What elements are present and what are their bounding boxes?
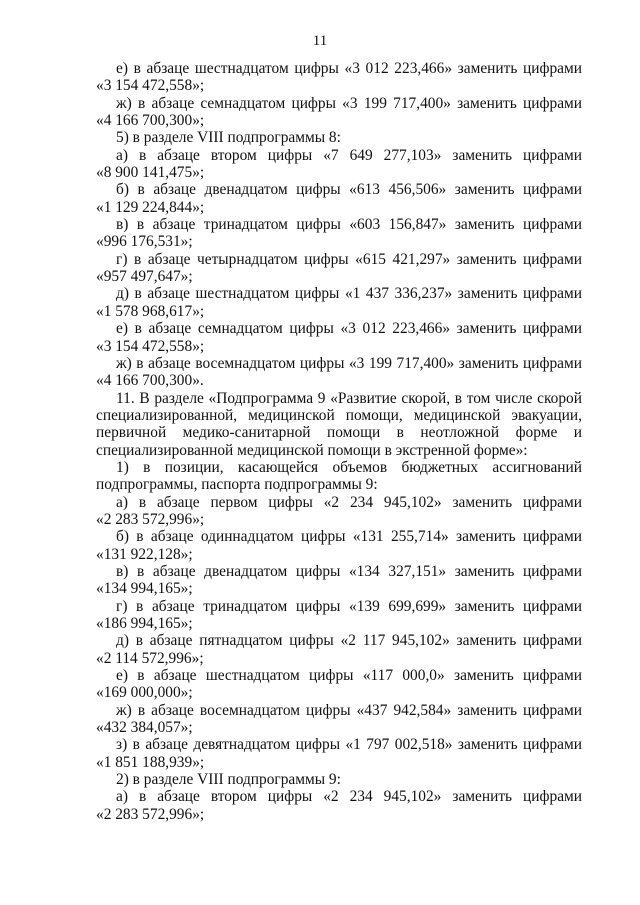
- text-line: «2 283 572,996»;: [96, 510, 205, 528]
- text-line: «957 497,647»;: [96, 268, 193, 286]
- text-line: «996 176,531»;: [96, 233, 193, 251]
- paragraph: [96, 771, 582, 788]
- paragraph: [96, 60, 582, 95]
- paragraph: [96, 320, 582, 355]
- text-line: «1 578 968,617»;: [96, 302, 205, 320]
- text-line: «2 114 572,996»;: [96, 649, 204, 667]
- paragraph: [96, 390, 582, 459]
- text-line: а) в абзаце первом цифры «2 234 945,102» заменить цифрами: [116, 493, 582, 511]
- text-line: в) в абзаце двенадцатом цифры «134 327,151» заменить цифрами: [116, 562, 582, 580]
- text-line: «1 129 224,844»;: [96, 198, 205, 216]
- text-line: «1 851 188,939»;: [96, 753, 205, 771]
- text-line: «169 000,000»;: [96, 684, 193, 702]
- text-line: з) в абзаце девятнадцатом цифры «1 797 002,518» заменить цифрами: [116, 736, 582, 754]
- text-line: б) в абзаце двенадцатом цифры «613 456,506» заменить цифрами: [116, 181, 582, 199]
- paragraph: [96, 788, 582, 823]
- document-body: [96, 60, 582, 823]
- text-line: первичной медико-санитарной помощи в неотложной форме и: [96, 424, 582, 442]
- text-line: «134 994,165»;: [96, 580, 193, 598]
- paragraph: [96, 563, 582, 598]
- text-line: «3 154 472,558»;: [96, 337, 205, 355]
- text-line: 1) в позиции, касающейся объемов бюджетных ассигнований: [116, 458, 582, 476]
- paragraph: [96, 702, 582, 737]
- text-line: б) в абзаце одиннадцатом цифры «131 255,714» заменить цифрами: [116, 528, 582, 546]
- paragraph: [96, 494, 582, 529]
- text-line: подпрограммы, паспорта подпрограммы 9:: [96, 476, 378, 494]
- page-number: 11: [312, 33, 328, 49]
- paragraph: [96, 459, 582, 494]
- text-line: 11. В разделе «Подпрограмма 9 «Развитие скорой, в том числе скорой: [116, 389, 582, 407]
- paragraph: [96, 528, 582, 563]
- text-line: «8 900 141,475»;: [96, 164, 205, 182]
- paragraph: [96, 181, 582, 216]
- text-line: специализированной медицинской помощи в экстренной форме»:: [96, 441, 528, 459]
- text-line: г) в абзаце четырнадцатом цифры «615 421,297» заменить цифрами: [116, 250, 582, 268]
- paragraph: [96, 129, 582, 146]
- text-line: а) в абзаце втором цифры «7 649 277,103» заменить цифрами: [116, 146, 582, 164]
- text-line: «2 283 572,996»;: [96, 805, 205, 823]
- text-line: е) в абзаце семнадцатом цифры «3 012 223,466» заменить цифрами: [116, 320, 582, 338]
- text-line: д) в абзаце шестнадцатом цифры «1 437 336,237» заменить цифрами: [116, 285, 582, 303]
- paragraph: [96, 251, 582, 286]
- text-line: 2) в разделе VIII подпрограммы 9:: [116, 771, 341, 789]
- text-line: 5) в разделе VIII подпрограммы 8:: [116, 129, 341, 147]
- paragraph: [96, 95, 582, 130]
- text-line: а) в абзаце втором цифры «2 234 945,102» заменить цифрами: [116, 788, 582, 806]
- paragraph: [96, 736, 582, 771]
- text-line: е) в абзаце шестнадцатом цифры «3 012 223,466» заменить цифрами: [116, 60, 582, 77]
- text-line: «3 154 472,558»;: [96, 77, 205, 95]
- paragraph: [96, 147, 582, 182]
- text-line: в) в абзаце тринадцатом цифры «603 156,847» заменить цифрами: [116, 216, 582, 234]
- paragraph: [96, 285, 582, 320]
- text-line: «432 384,057»;: [96, 719, 193, 737]
- text-line: «186 994,165»;: [96, 615, 193, 632]
- text-line: «131 922,128»;: [96, 545, 193, 563]
- text-line: д) в абзаце пятнадцатом цифры «2 117 945,102» заменить цифрами: [116, 632, 582, 650]
- text-line: ж) в абзаце восемнадцатом цифры «3 199 717,400» заменить цифрами: [116, 354, 582, 372]
- paragraph: [96, 598, 582, 633]
- paragraph: [96, 216, 582, 251]
- text-line: ж) в абзаце восемнадцатом цифры «437 942,584» заменить цифрами: [116, 701, 582, 719]
- text-line: ж) в абзаце семнадцатом цифры «3 199 717,400» заменить цифрами: [116, 94, 582, 112]
- text-line: е) в абзаце шестнадцатом цифры «117 000,0» заменить цифрами: [116, 667, 582, 685]
- paragraph: [96, 632, 582, 667]
- text-line: «4 166 700,300»;: [96, 112, 205, 130]
- text-line: «4 166 700,300».: [96, 372, 204, 390]
- text-line: специализированной, медицинской помощи, медицинской эвакуации,: [96, 406, 582, 424]
- text-line: г) в абзаце тринадцатом цифры «139 699,699» заменить цифрами: [116, 597, 582, 615]
- paragraph: [96, 355, 582, 390]
- paragraph: [96, 667, 582, 702]
